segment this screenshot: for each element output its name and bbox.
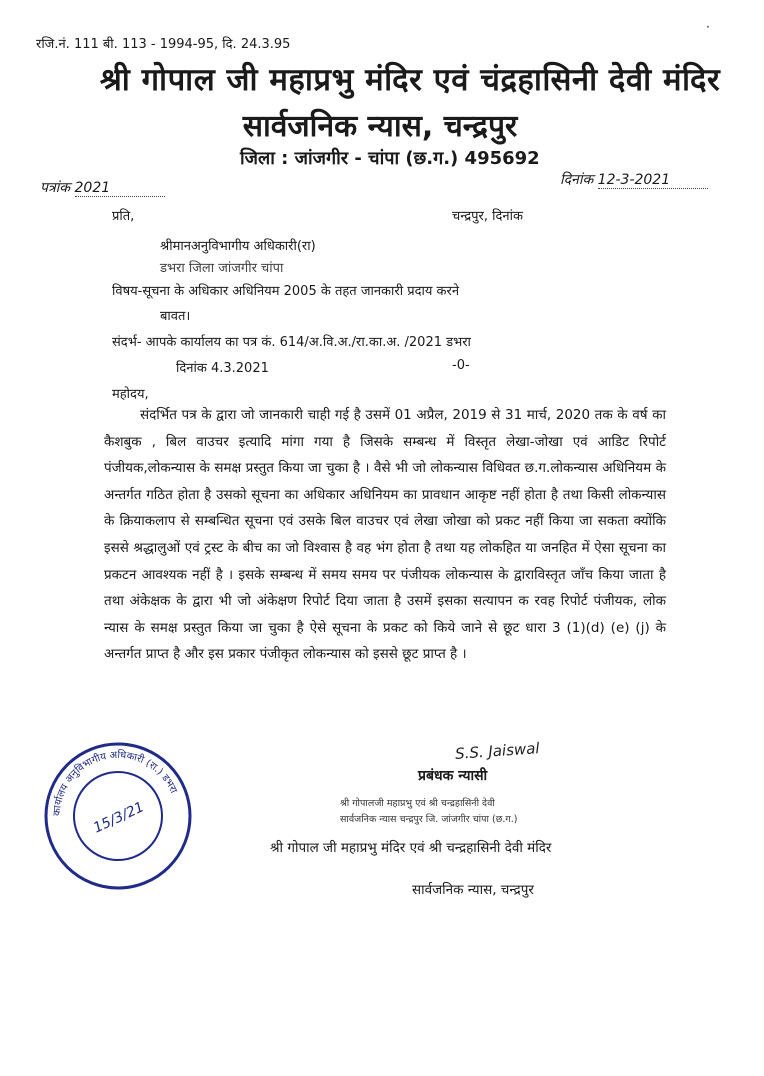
letter-date — [560, 170, 708, 189]
salutation: महोदय, — [112, 387, 149, 402]
letter-number-value: 2021 — [75, 180, 165, 197]
signature-scribble: S.S. Jaiswal — [454, 739, 541, 763]
letter-number-label: पत्रांक — [40, 180, 71, 196]
letter-number — [40, 178, 165, 197]
letter-date-value: 12-3-2021 — [598, 172, 708, 189]
office-seal — [42, 740, 194, 892]
signatory-title: प्रबंधक न्यासी — [418, 768, 488, 784]
recipient-office: डभरा जिला जांजगीर चांपा — [160, 261, 284, 276]
place-date: चन्द्रपुर, दिनांक — [452, 209, 523, 224]
top-right-mark: · — [706, 20, 710, 34]
seal-text: कार्यालय अनुविभागीय अधिकारी (रा.) डभरा — [51, 749, 179, 817]
footer-trust-location: सार्वजनिक न्यास, चन्द्रपुर — [412, 882, 534, 898]
reference-line2: दिनांक 4.3.2021 — [176, 361, 269, 376]
prati-label: प्रति, — [112, 209, 135, 224]
district-address: जिला : जांजगीर - चांपा (छ.ग.) 495692 — [240, 148, 540, 169]
seal-handwritten-date: 15/3/21 — [91, 799, 147, 837]
reference-line1: संदर्भ- आपके कार्यालय का पत्र कं. 614/अ.वि.अ./रा.का.अ. /2021 डभरा — [112, 335, 471, 350]
trust-stamp-line2: सार्वजनिक न्यास चन्द्रपुर जि. जांजगीर चांपा (छ.ग.) — [340, 814, 518, 825]
org-title-line1: श्री गोपाल जी महाप्रभु मंदिर एवं चंद्रहासिनी देवी मंदिर — [99, 62, 721, 98]
footer-trust-name: श्री गोपाल जी महाप्रभु मंदिर एवं श्री चन्द्रहासिनी देवी मंदिर — [270, 840, 552, 856]
recipient-name: श्रीमानअनुविभागीय अधिकारी(रा) — [160, 239, 316, 254]
registration-number: रजि.नं. 111 बी. 113 - 1994-95, दि. 24.3.95 — [36, 37, 291, 52]
subject-line1: विषय-सूचना के अधिकार अधिनियम 2005 के तहत जानकारी प्रदाय करने — [112, 284, 460, 299]
body-paragraph: संदर्भित पत्र के द्वारा जो जानकारी चाही गई है उसमें 01 अप्रैल, 2019 से 31 मार्च, 2020 तक के वर्ष का कैशबुक , बिल वाउचर इत्यादि मांगा गया है जिसके सम्बन्ध में विस्तृत लेखा-जोखा एवं आडिट रिपोर्ट पंजीयक,लोकन्यास के समक्ष प्रस्तुत किया जा चुका है । वैसे भी जो लोकन्यास विधिवत छ.ग.लोकन्यास अधिनियम के अन्तर्गत गठित होता है उसको सूचना का अधिकार अधिनियम का प्रावधान आकृष्ट नहीं होता है तथा किसी लोकन्यास के क्रियाकलाप से सम्बन्धित सूचना एवं उसके बिल वाउचर एवं लेखा जोखा को प्रकट नहीं किया जा सकता क्योंकि इससे श्रद्धालुओं एवं ट्रस्ट के बीच का जो विश्वास है वह भंग होता है तथा यह लोकहित या जनहित में ऐसा सूचना का प्रकटन आवश्यक नहीं है । इसके सम्बन्ध में समय समय पर पंजीयक लोकन्यास के द्वाराविस्तृत जाँच किया जाता है तथा अंकेक्षक के द्वारा भी जो अंकेक्षण रिपोर्ट दिया जाता है उसमें इसका सत्यापन क रवह रिपोर्ट पंजीयक, लोक न्यास के समक्ष प्रस्तुत किया जा चुका है ऐसे सूचना के प्रकट को किये जाने से छूट धारा 3 (1)(d) (e) (j) के अन्तर्गत प्राप्त है और इस प्रकार पंजीकृत लोकन्यास को इससे छूट प्राप्त है । — [104, 407, 666, 663]
org-title-line2: सार्वजनिक न्यास, चन्द्रपुर — [242, 109, 518, 144]
reference-mark: -0- — [452, 358, 470, 373]
subject-line2: बावत। — [160, 309, 191, 324]
trust-stamp-line1: श्री गोपालजी महाप्रभु एवं श्री चन्द्रहासिनी देवी — [340, 798, 495, 809]
body-text — [104, 402, 666, 668]
letter-date-label: दिनांक — [560, 172, 594, 188]
